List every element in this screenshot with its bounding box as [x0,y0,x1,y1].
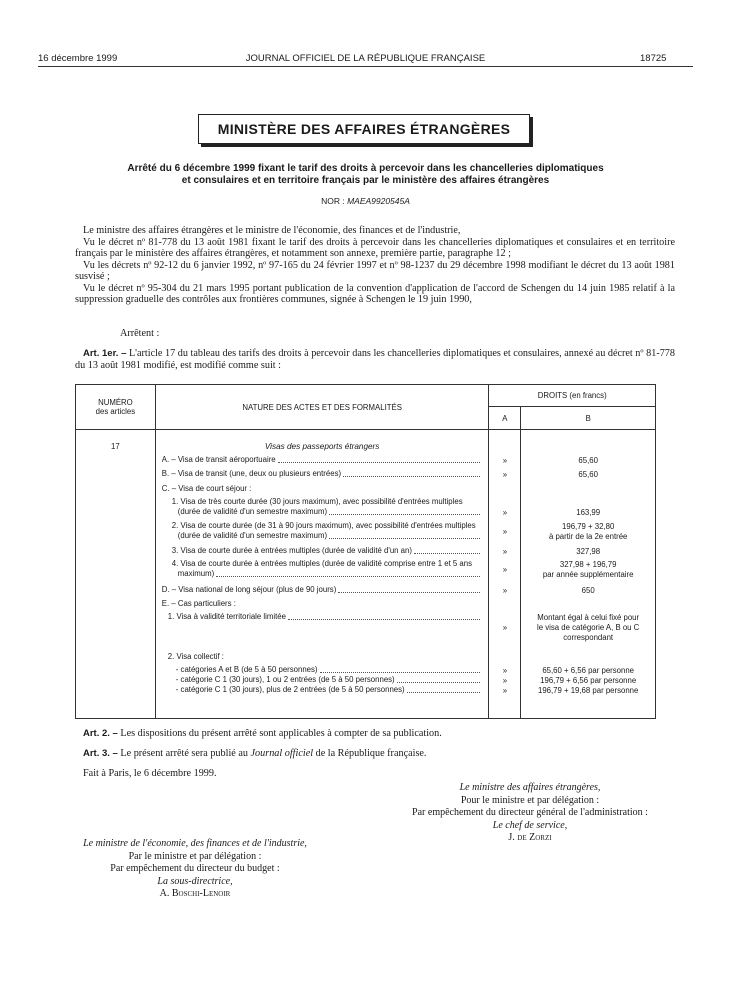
dot-leader [343,476,480,477]
article-2-label: Art. 2. – [83,728,118,739]
header-page-number: 18725 [640,53,667,64]
nature-row [162,546,483,556]
arrete-title-line2: et consulaires et en territoire français par le ministère des affaires étrangères [181,175,550,186]
col-b-rows [521,430,655,696]
col-a-mark: » [502,470,508,479]
col-a-value [489,666,520,676]
col-b-line: 163,99 [576,508,601,517]
nature-row [162,455,483,465]
ministry-title: MINISTÈRE DES AFFAIRES ÉTRANGÈRES [217,121,511,137]
col-a-mark: » [502,456,508,465]
header-date: 16 décembre 1999 [38,53,118,64]
col-a-mark: » [502,586,508,595]
article-3-text-after: de la République française. [315,748,427,759]
col-a-mark: » [502,527,508,536]
col-b-line: 65,60 [578,456,598,465]
header-journal: JOURNAL OFFICIEL DE LA RÉPUBLIQUE FRANÇAISE [245,53,486,64]
col-a-value [489,686,520,696]
article-3-journal: Journal officiel [250,748,314,759]
col-b-line: 65,60 + 6,56 par personne [542,666,635,675]
col-b-value [521,613,655,643]
col-b-value [521,485,655,495]
col-a-value [489,547,520,557]
nature-row [162,469,483,479]
col-b-value [521,586,655,596]
col-b-value [521,498,655,518]
col-b-value [521,676,655,686]
col-b-line: 327,98 [576,547,601,556]
col-a-value [489,586,520,596]
col-a-rows [489,430,520,696]
nature-row-text: 3. Visa de courte durée à entrées multiples (durée de validité d'un an) [171,546,412,555]
col-header-a: A [489,407,521,430]
col-header-nature: NATURE DES ACTES ET DES FORMALITÉS [155,385,489,430]
signature-right [380,782,680,845]
article-3-text-before: Le présent arrêté sera publié au [120,748,248,759]
nature-row-text: B. – Visa de transit (une, deux ou plusieurs entrées) [161,469,342,478]
preamble-vu-1: Vu le décret nº 81-778 du 13 août 1981 fixant le tarif des droits à percevoir dans les chancelleries diplomatiques et consulaires et en territoire français par le ministère des affaires étrangères, et notamment son annexe, première partie, paragraphe 12 ; [75,236,675,259]
dot-leader [278,462,481,463]
sig-left-name: A. Boschi-Lenoir [159,888,231,899]
col-header-numero [76,385,156,430]
ministry-title-box [198,114,530,144]
col-a-mark: » [502,565,508,574]
preamble-vu-3: Vu le décret nº 95-304 du 21 mars 1995 portant publication de la convention d'application de l'accord de Schengen du 14 juin 1985 relatif à la suppression graduelle des contrôles aux frontières communes, signée à Schengen le 19 juin 1990, [75,282,675,305]
nature-rows [156,451,489,695]
col-b-line: 327,98 + 196,79 [559,560,617,569]
nature-row-text-cont [172,507,483,517]
signature-left [45,838,345,901]
dot-leader [414,553,481,554]
sig-right-title: Le ministre des affaires étrangères, [459,782,601,793]
col-a-value [489,498,520,518]
col-a-value [489,653,520,663]
nature-row [162,585,483,595]
col-b-value [521,600,655,610]
fait-a-paris: Fait à Paris, le 6 décembre 1999. [83,768,217,779]
nature-row [162,559,483,579]
dot-leader [288,619,481,620]
col-b-line: le visa de catégorie A, B ou C [537,623,640,632]
col-b-line: Montant égal à celui fixé pour [537,613,640,622]
nature-row [162,612,483,642]
col-a-value [489,456,520,466]
nature-row-text: D. – Visa national de long séjour (plus de 90 jours) [161,585,337,594]
sig-left-delegation: Par le ministre et par délégation : [128,850,262,862]
nature-row [162,497,483,517]
col-a-cell [489,430,521,719]
article-number: 17 [111,442,120,451]
dot-leader [216,576,480,577]
col-b-line: par année supplémentaire [542,570,634,579]
nature-row-text: - catégories A et B (de 5 à 50 personnes) [175,665,318,674]
nature-row-text2: (durée de validité d'un semestre maximum) [177,531,328,540]
col-b-line: 196,79 + 6,56 par personne [540,676,637,685]
col-b-value [521,666,655,676]
col-b-value [521,547,655,557]
nature-row-text-cont [172,569,483,579]
col-a-mark: » [502,686,508,695]
nor-code: MAEA9920545A [347,196,410,206]
col-b-line: 196,79 + 32,80 [562,522,615,531]
article-1-label: Art. 1er. – [83,348,127,359]
col-a-mark: » [502,623,508,632]
col-b-line: correspondant [563,633,614,642]
col-b-value [521,686,655,696]
col-a-mark: » [502,666,508,675]
header-rule [38,66,693,67]
section-title: Visas des passeports étrangers [264,442,380,451]
nature-row-text: E. – Cas particuliers : [161,599,236,608]
col-b-value [521,653,655,663]
sig-right-name: J. de Zorzi [508,832,552,843]
col-header-numero-label: NUMÉRO [98,398,133,407]
nature-row-text: 1. Visa de très courte durée (30 jours maximum), avec possibilité d'entrées multiples [171,497,463,506]
nature-row [162,675,483,685]
col-b-line: 650 [581,586,595,595]
nature-row [162,521,483,541]
dot-leader [329,514,480,515]
article-number-cell [76,430,156,719]
col-a-value [489,613,520,643]
col-a-value [489,470,520,480]
nature-row-text: C. – Visa de court séjour : [161,484,252,493]
nature-row-text: - catégorie C 1 (30 jours), 1 ou 2 entrées (de 5 à 50 personnes) [175,675,395,684]
dot-leader [407,692,481,693]
col-header-b: B [521,407,656,430]
article-2 [75,728,675,740]
col-b-value [521,522,655,542]
col-b-line: à partir de la 2e entrée [548,532,628,541]
col-a-value [489,600,520,610]
sig-left-role: La sous-directrice, [157,875,233,887]
article-3-label: Art. 3. – [83,748,118,759]
article-1 [75,348,675,371]
nature-row-text: 2. Visa de courte durée (de 31 à 90 jours maximum), avec possibilité d'entrées multiples [171,521,476,530]
sig-right-delegation: Pour le ministre et par délégation : [460,794,600,806]
col-b-line: 196,79 + 19,68 par personne [537,686,639,695]
nature-row-text-cont [172,531,483,541]
nature-row [162,665,483,675]
col-a-value [489,485,520,495]
article-1-text: L'article 17 du tableau des tarifs des droits à percevoir dans les chancelleries diplomatiques et consulaires, annexé au décret nº 81-778 du 13 août 1981 modifié, est modifié comme suit : [75,348,675,371]
nature-row [162,484,483,494]
col-b-value [521,560,655,580]
sig-left-title: Le ministre de l'économie, des finances et de l'industrie, [83,838,307,849]
article-2-text: Les dispositions du présent arrêté sont applicables à compter de sa publication. [120,728,442,739]
col-a-value [489,560,520,580]
col-header-articles-label: des articles [95,407,136,416]
nature-row [162,685,483,695]
preamble-ministers: Le ministre des affaires étrangères et le ministre de l'économie, des finances et de l'industrie, [83,225,461,236]
col-a-value [489,676,520,686]
nor-line [0,196,731,206]
nature-row-text: A. – Visa de transit aéroportuaire [161,455,276,464]
nature-cell [155,430,489,719]
nature-row-text: 4. Visa de courte durée à entrées multiples (durée de validité comprise entre 1 et 5 ans [171,559,472,568]
col-a-mark: » [502,508,508,517]
dot-leader [320,672,481,673]
nature-row-text2: (durée de validité d'un semestre maximum) [177,507,328,516]
nature-row-text: 1. Visa à validité territoriale limitée [167,612,286,621]
dot-leader [397,682,481,683]
dot-leader [329,538,480,539]
col-b-value [521,456,655,466]
col-b-value [521,470,655,480]
nature-row-text: - catégorie C 1 (30 jours), plus de 2 entrées (de 5 à 50 personnes) [175,685,405,694]
col-a-value [489,522,520,542]
col-a-mark: » [502,676,508,685]
sig-right-empechement: Par empêchement du directeur général de l'administration : [412,807,648,818]
preamble [75,225,675,306]
arrete-title-line1: Arrêté du 6 décembre 1999 fixant le tarif des droits à percevoir dans les chancelleries diplomatiques [127,163,604,174]
arretent: Arrêtent : [120,328,160,339]
preamble-vu-2: Vu les décrets nº 92-12 du 6 janvier 1992, nº 97-165 du 24 février 1997 et nº 98-1237 du 29 décembre 1998 modifiant le décret du 13 août 1981 susvisé ; [75,259,675,282]
sig-left-empechement: Par empêchement du directeur du budget : [110,863,280,874]
dot-leader [338,592,480,593]
col-header-droits: DROITS (en francs) [489,385,656,407]
sig-right-role: Le chef de service, [492,819,568,831]
nature-row-text2: maximum) [177,569,215,578]
article-3 [75,748,675,760]
tariff-table [75,384,656,719]
nature-row [162,652,483,662]
col-a-mark: » [502,547,508,556]
nature-row [162,599,483,609]
nor-label: NOR : [321,196,345,206]
col-b-cell [521,430,656,719]
col-b-line: 65,60 [578,470,598,479]
nature-row-text: 2. Visa collectif : [167,652,224,661]
